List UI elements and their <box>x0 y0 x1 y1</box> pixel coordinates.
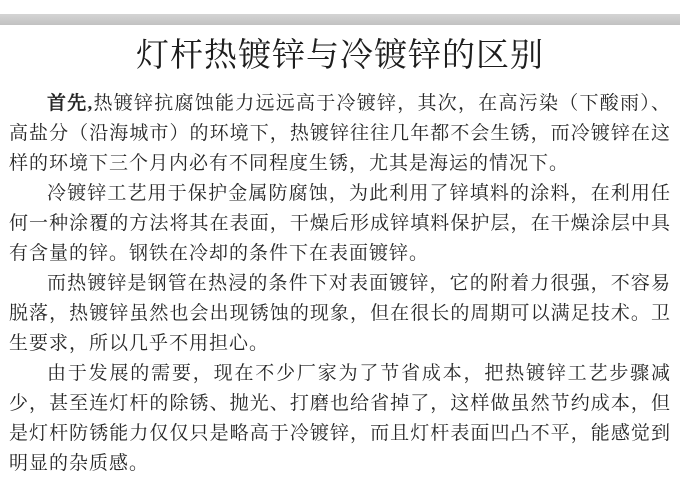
page-title: 灯杆热镀锌与冷镀锌的区别 <box>136 38 544 74</box>
article-body <box>9 89 671 479</box>
paragraph <box>9 89 671 179</box>
top-divider-bar <box>0 14 680 25</box>
paragraph-text: 热镀锌抗腐蚀能力远远高于冷镀锌，其次，在高污染（下酸雨）、高盐分（沿海城市）的环境下，热镀锌往往几年都不会生锈，而冷镀锌在这样的环境下三个月内必有不同程度生锈，尤其是海运的情况下。 <box>9 93 671 174</box>
paragraph <box>9 359 671 479</box>
paragraph <box>9 179 671 269</box>
paragraph-text: 冷镀锌工艺用于保护金属防腐蚀，为此利用了锌填料的涂料，在利用任何一种涂覆的方法将其在表面，干燥后形成锌填料保护层，在干燥涂层中具有含量的锌。钢铁在冷却的条件下在表面镀锌。 <box>9 183 671 264</box>
paragraph-text: 而热镀锌是钢管在热浸的条件下对表面镀锌，它的附着力很强，不容易脱落，热镀锌虽然也会出现锈蚀的现象，但在很长的周期可以满足技术。卫生要求，所以几乎不用担心。 <box>9 273 671 354</box>
paragraph-lead: 首先, <box>47 93 94 114</box>
paragraph <box>9 269 671 359</box>
paragraph-text: 由于发展的需要，现在不少厂家为了节省成本，把热镀锌工艺步骤减少，甚至连灯杆的除锈、抛光、打磨也给省掉了，这样做虽然节约成本，但是灯杆防锈能力仅仅只是略高于冷镀锌，而且灯杆表面凹凸不平，能感觉到明显的杂质感。 <box>9 363 671 474</box>
